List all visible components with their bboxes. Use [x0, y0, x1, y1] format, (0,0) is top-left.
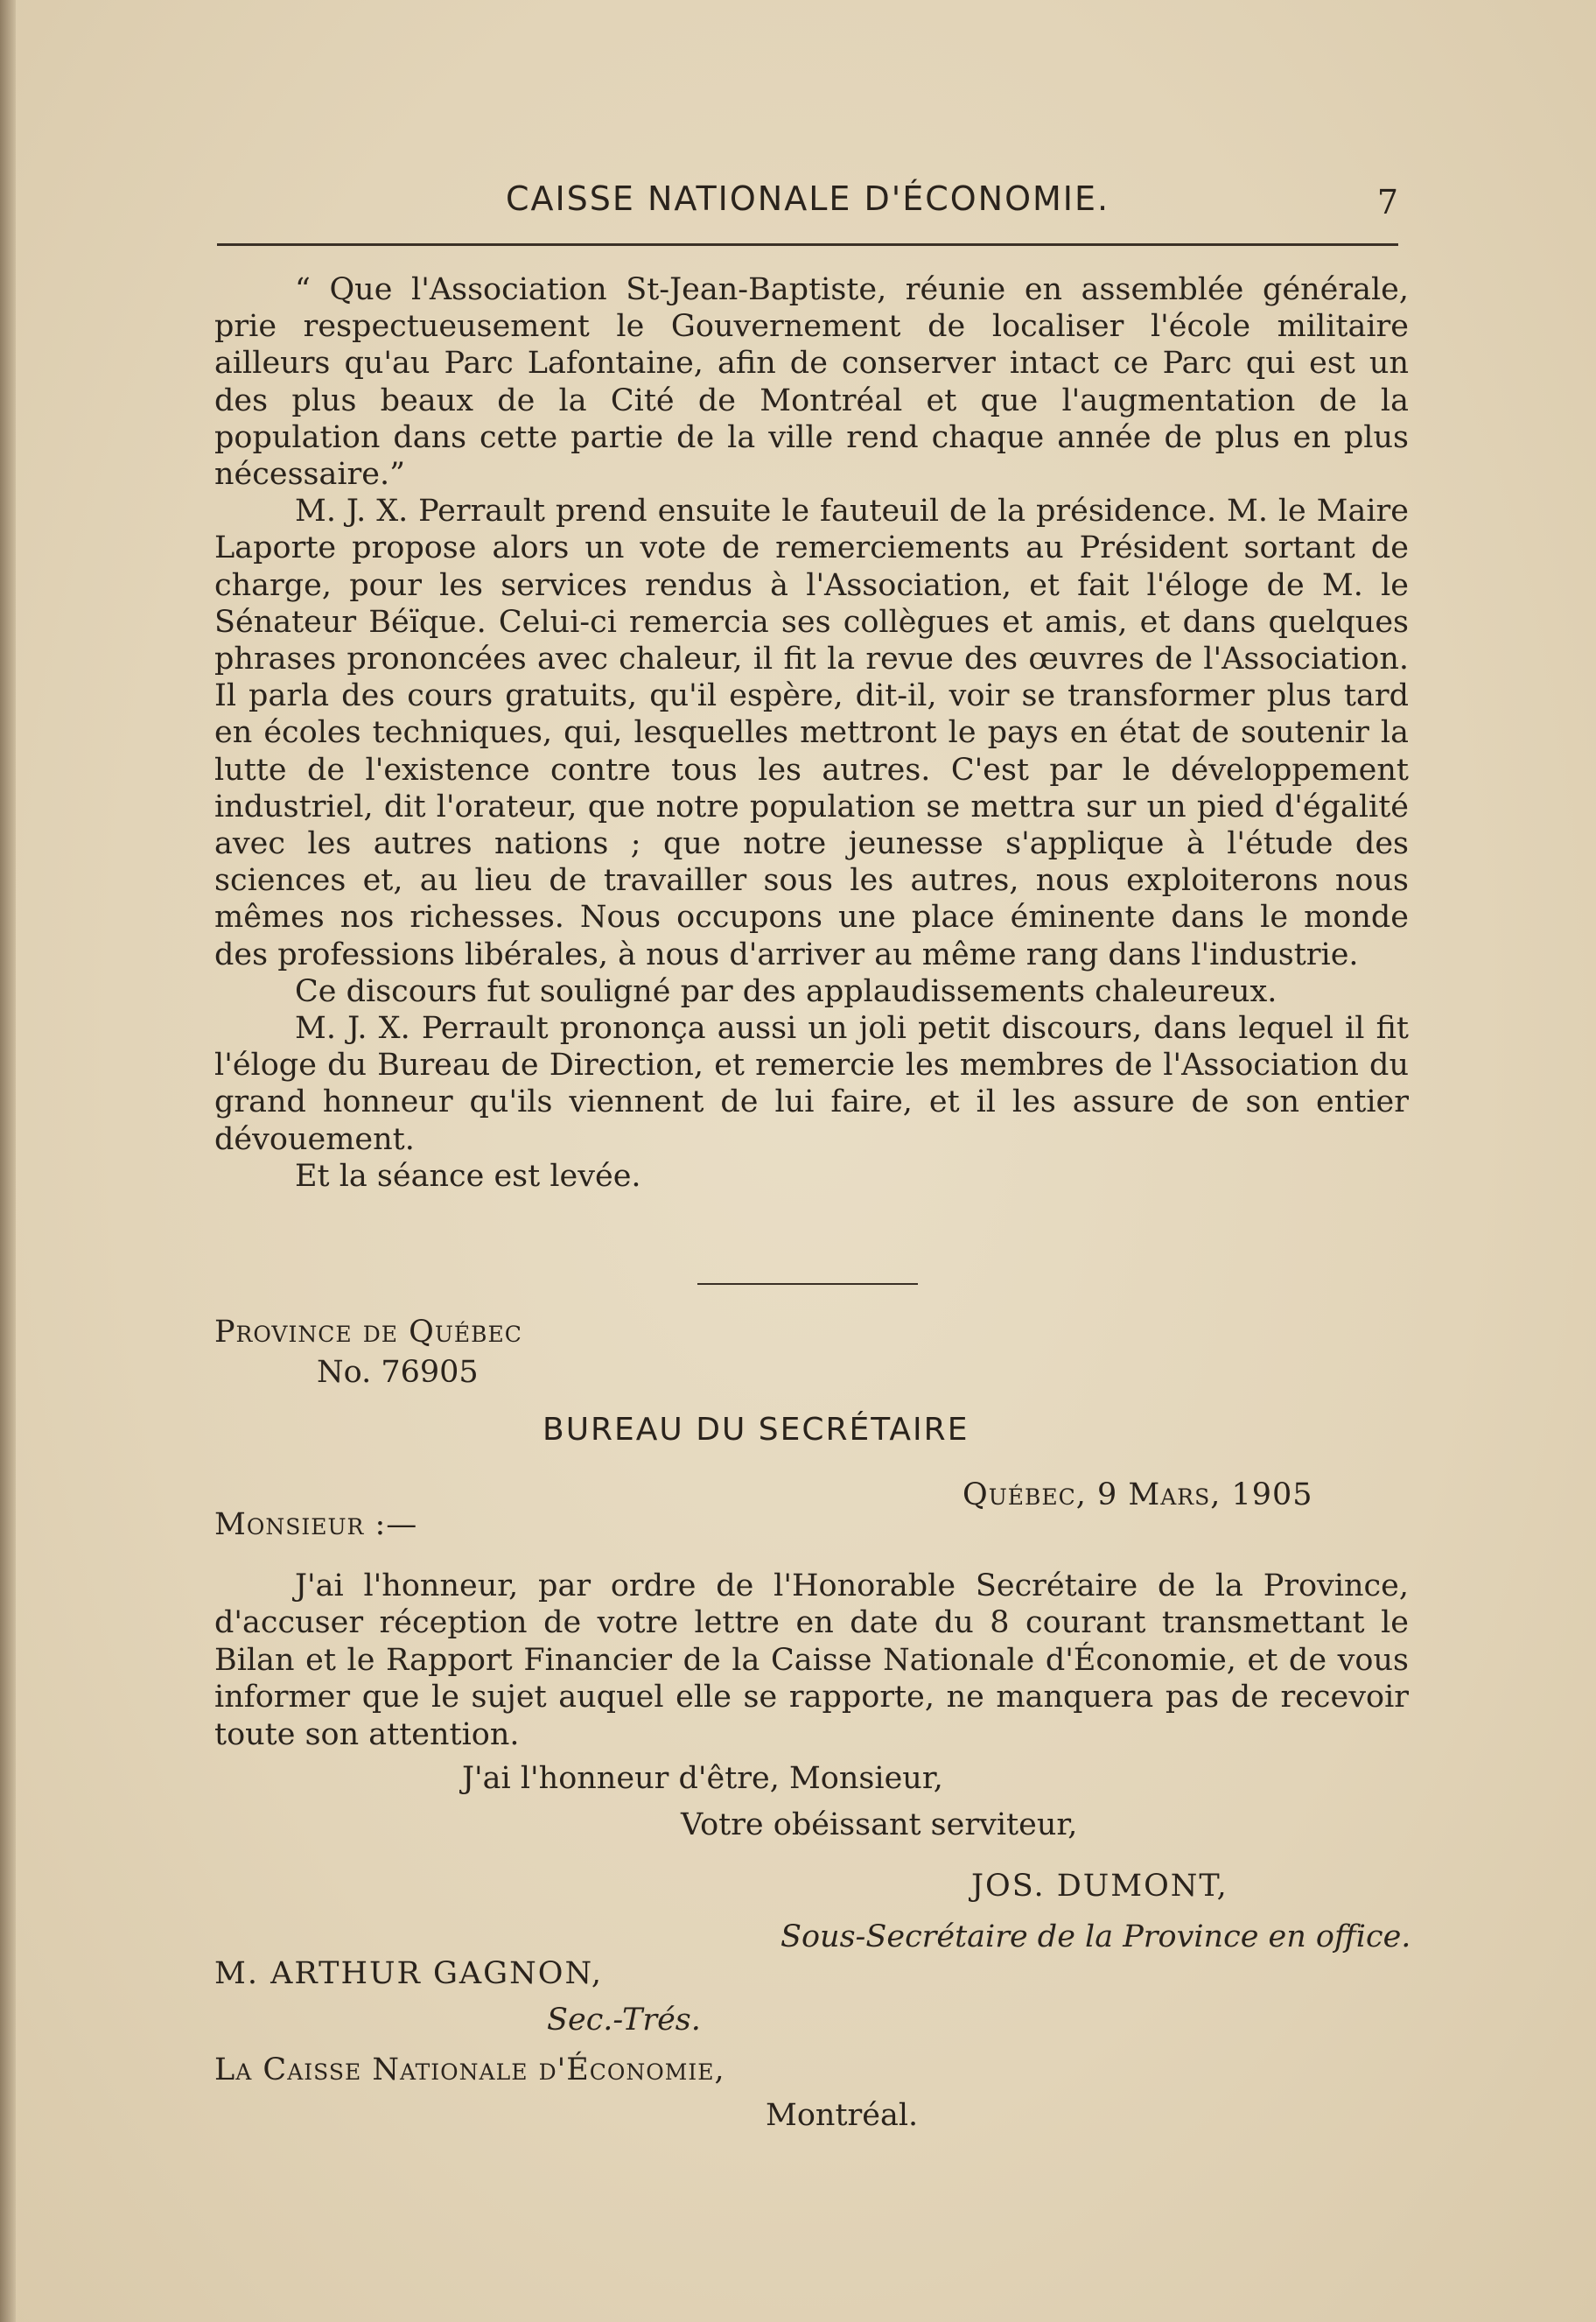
speech-paragraph: M. J. X. Perrault prend ensuite le fauteuil de la présidence. M. le Maire Laporte propose alors un vote de remerciements au Président sortant de charge, pour les services rendus à l'Association, et fait l'éloge de M. le Sénateur Béïque. Celui-ci remercia ses collègues et amis, et dans quelques phrases prononcées avec chaleur, il fit la revue des œuvres de l'Association. Il parla des cours gratuits, qu'il espère, dit-il, voir se transformer plus tard en écoles techniques, qui, lesquelles mettront le pays en état de soutenir la lutte de l'existence contre tous les autres. C'est par le développement industriel, dit l'orateur, que notre population se mettra sur un pied d'égalité avec les autres nations ; que notre jeunesse s'applique à l'étude des sciences et, au lieu de travailler sous les autres, nous exploiterons nous mêmes nos richesses. Nous occupons une place éminente dans le monde des professions libérales, à nous d'arriver au même rang dans l'industrie. — [214, 494, 1409, 972]
binding-edge — [0, 0, 16, 2322]
letter-body-paragraph: J'ai l'honneur, par ordre de l'Honorable Secrétaire de la Province, d'accuser réception de votre lettre en date du 8 courant transmettant le Bilan et le Rapport Financier de la Caisse Nationale d'Économie, et de vous informer que le sujet auquel elle se rapporte, ne manquera pas de recevoir toute son attention. — [214, 1568, 1409, 1752]
perrault-paragraph: M. J. X. Perrault prononça aussi un joli petit discours, dans lequel il fit l'éloge du Bureau de Direction, et remercie les membres de l'Association du grand honneur qu'ils viennent de lui faire, et il les assure de son entier dévouement. — [214, 1011, 1409, 1157]
resolution-paragraph: “ Que l'Association St-Jean-Baptiste, réunie en assemblée générale, prie respectueusement le Gouvernement de localiser l'école militaire ailleurs qu'au Parc Lafontaine, afin de conserver intact ce Parc qui est un des plus beaux de la Cité de Montréal et que l'augmentation de la population dans cette partie de la ville rend chaque année de plus en plus nécessaire.” — [214, 272, 1409, 493]
closing-line-1: J'ai l'honneur d'être, Monsieur, — [462, 1761, 943, 1796]
applause-paragraph: Ce discours fut souligné par des applaudissements chaleureux. — [295, 973, 1278, 1009]
closing-line-2: Votre obéissant serviteur, — [681, 1807, 1078, 1842]
place-date: Québec, 9 Mars, 1905 — [962, 1477, 1313, 1512]
header-rule — [217, 243, 1398, 246]
salutation: Monsieur :— — [214, 1507, 418, 1542]
signatory-name: JOS. DUMONT, — [971, 1869, 1228, 1904]
office-heading: BUREAU DU SECRÉTAIRE — [542, 1412, 970, 1448]
page-number: 7 — [1376, 183, 1398, 221]
recipient-role: Sec.-Trés. — [547, 2003, 701, 2038]
recipient-organization: La Caisse Nationale d'Économie, — [214, 2052, 725, 2087]
closing-paragraph: Et la séance est levée. — [295, 1158, 641, 1194]
recipient-name: M. ARTHUR GAGNON, — [214, 1956, 603, 1991]
section-divider — [697, 1283, 918, 1285]
running-title: CAISSE NATIONALE D'ÉCONOMIE. — [505, 179, 1110, 218]
minutes-text — [214, 271, 1409, 1195]
province-line: Province de Québec — [214, 1315, 522, 1350]
letter-body — [214, 1568, 1409, 1753]
document-number: No. 76905 — [317, 1355, 479, 1390]
page-header — [217, 179, 1398, 232]
recipient-city: Montréal. — [766, 2098, 919, 2133]
signatory-title: Sous-Secrétaire de la Province en office. — [780, 1919, 1411, 1954]
